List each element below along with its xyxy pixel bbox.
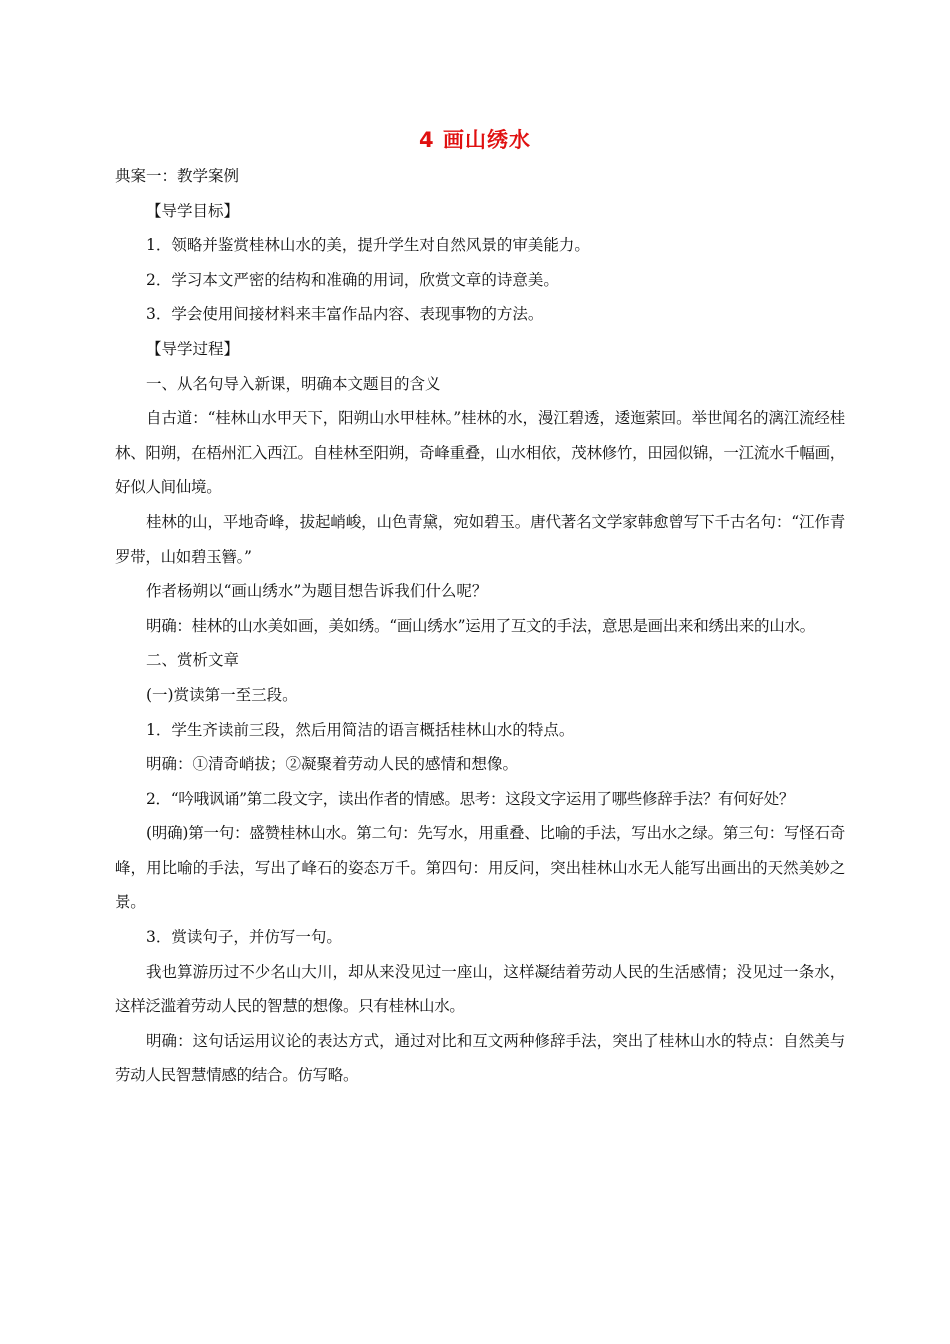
quoted-sentence: 我也算游历过不少名山大川，却从来没见过一座山，这样凝结着劳动人民的生活感情；没见过一条水，这样泛滥着劳动人民的智慧的想像。只有桂林山水。 xyxy=(115,962,845,1016)
answer: (明确)第一句：盛赞桂林山水。第二句：先写水，用重叠、比喻的手法，写出水之绿。第三句：写怪石奇峰，用比喻的手法，写出了峰石的姿态万千。第四句：用反问，突出桂林山水无人能写出画出的天然美妙之景。 xyxy=(115,824,845,912)
question: 3．赏读句子，并仿写一句。 xyxy=(146,928,342,947)
paragraph: 作者杨朔以“画山绣水”为题目想告诉我们什么呢？ xyxy=(146,582,488,601)
answer: 明确：这句话运用议论的表达方式，通过对比和互文两种修辞手法，突出了桂林山水的特点：自然美与劳动人民智慧情感的结合。仿写略。 xyxy=(115,1031,845,1085)
case-heading: 典案一：教学案例 xyxy=(115,167,240,185)
goal-item: 1．领略并鉴赏桂林山水的美，提升学生对自然风景的审美能力。 xyxy=(146,236,590,255)
process-heading: 【导学过程】 xyxy=(146,339,240,358)
answer: 明确：①清奇峭拔；②凝聚着劳动人民的感情和想像。 xyxy=(146,755,519,774)
document-body xyxy=(115,159,845,1093)
goal-item: 3．学会使用间接材料来丰富作品内容、表现事物的方法。 xyxy=(146,305,544,324)
section-heading: 二、赏析文章 xyxy=(146,651,240,670)
question: 1．学生齐读前三段，然后用简洁的语言概括桂林山水的特点。 xyxy=(146,720,575,739)
paragraph: 桂林的山，平地奇峰，拔起峭峻，山色青黛，宛如碧玉。唐代著名文学家韩愈曾写下千古名句：“江作青罗带，山如碧玉簪。” xyxy=(115,512,845,566)
goals-heading: 【导学目标】 xyxy=(146,201,240,220)
paragraph: 自古道：“桂林山水甲天下，阳朔山水甲桂林。”桂林的水，漫江碧透，逶迤萦回。举世闻名的漓江流经桂林、阳朔，在梧州汇入西江。自桂林至阳朔，奇峰重叠，山水相依，茂林修竹，田园似锦，一江流水千幅画，好似人间仙境。 xyxy=(115,409,845,497)
paragraph: 明确：桂林的山水美如画，美如绣。“画山绣水”运用了互文的手法，意思是画出来和绣出来的山水。 xyxy=(146,616,815,635)
subsection-heading: (一)赏读第一至三段。 xyxy=(146,685,298,704)
lesson-title: 4 画山绣水 xyxy=(419,128,531,152)
goal-item: 2．学习本文严密的结构和准确的用词，欣赏文章的诗意美。 xyxy=(146,270,559,289)
section-heading: 一、从名句导入新课，明确本文题目的含义 xyxy=(146,374,441,393)
question: 2．“吟哦讽诵”第二段文字，读出作者的情感。思考：这段文字运用了哪些修辞手法？有何好处？ xyxy=(146,789,795,808)
